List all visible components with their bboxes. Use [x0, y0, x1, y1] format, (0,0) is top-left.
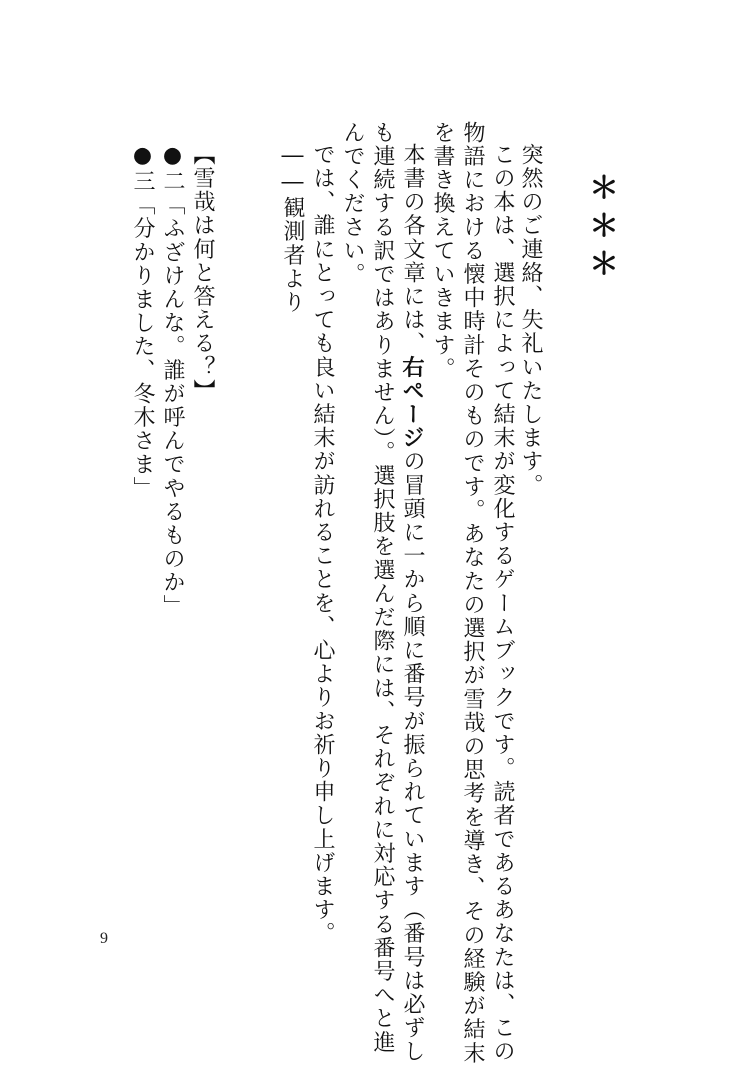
choice-option-3[interactable]: ●三「分かりました、冬木さま」: [130, 143, 155, 500]
paragraph-intro-line-2: 物語における懐中時計そのものです。あなたの選択が雪哉の思考を導き、その経験が結末: [460, 121, 485, 1065]
paragraph-apology: 突然のご連絡、失礼いたします。: [518, 143, 543, 497]
paragraph-instructions-line-1: [401, 143, 423, 1063]
instructions-text-bold: 右ページ: [399, 355, 425, 450]
paragraph-intro-line-1: この本は、選択によって結末が変化するゲームブックです。読者であるあなたは、この: [490, 143, 515, 1064]
paragraph-instructions-line-3: んでください。: [340, 121, 365, 287]
paragraph-closing: では、誰にとっても良い結末が訪れることを、心よりお祈り申し上げます。: [310, 143, 335, 946]
instructions-text-pre: 本書の各文章には、: [400, 143, 425, 356]
page-number: 9: [100, 930, 108, 947]
paragraph-instructions-line-2: も連続する訳ではありません）。選択肢を選んだ際には、それぞれに対応する番号へと進: [370, 121, 395, 1054]
paragraph-intro-line-3: を書き換えていきます。: [430, 121, 455, 381]
instructions-text-post: の冒頭に一から順に番号が振られています（番号は必ずし: [400, 449, 425, 1064]
choice-heading: 【雪哉は何と答える？】: [190, 143, 215, 403]
choice-option-2[interactable]: ●二「ふざけんな。誰が呼んでやるものか」: [160, 143, 185, 618]
section-break-stars: ＊＊＊: [583, 172, 618, 286]
signature: ――観測者より: [280, 143, 305, 315]
